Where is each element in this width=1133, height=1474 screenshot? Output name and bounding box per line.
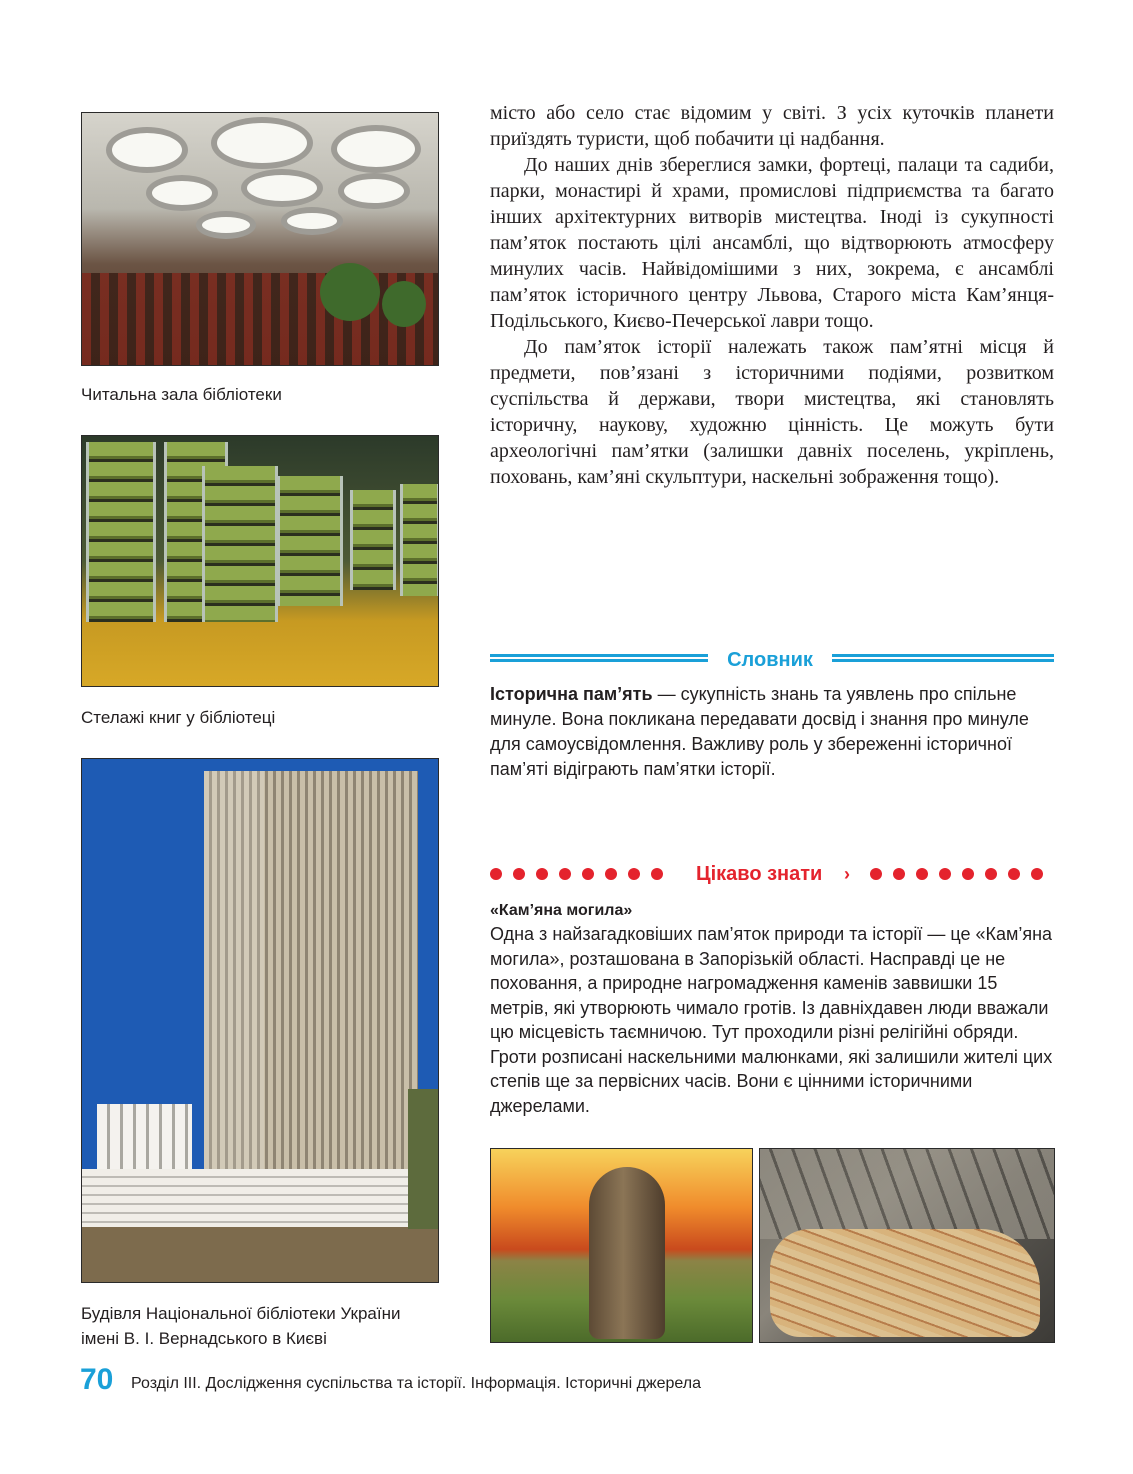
dictionary-rule-right [832, 654, 1054, 665]
interesting-facts-header [490, 860, 1054, 890]
dictionary-entry [490, 682, 1054, 782]
shelves-caption: Стелажі книг у бібліотеці [81, 708, 276, 727]
paragraph-3: До пам’яток історії належать також пам’ятні місця й предмети, пов’язані з історичними подіями, розвитком суспільства й держави, твори мистецтва, які становлять історичну, наукову, художню цінність. Це можуть бути археологічні пам’ятки (залишки давніх поселень, укріплень, поховань, кам’яні скульптури, наскельні зображення тощо). [490, 336, 1054, 488]
dictionary-title: Словник [727, 649, 813, 671]
dictionary-term: Історична пам’ять [490, 684, 653, 704]
book-shelves-photo [81, 435, 439, 687]
dictionary-rule-left [490, 654, 708, 665]
dictionary-header [490, 646, 1054, 674]
reading-hall-photo [81, 112, 439, 366]
rock-petroglyphs-photo [759, 1148, 1055, 1343]
page-number: 70 [80, 1363, 114, 1396]
reading-hall-caption: Читальна зала бібліотеки [81, 385, 282, 404]
dictionary-definition: — сукупність знань та уявлень про спільне минуле. Вона покликана передавати досвід і знання про минуле для самоусвідомлення. Важливу роль у збереженні історичної пам’яті відіграють пам’ятки історії. [490, 684, 1029, 779]
dots-left [490, 868, 663, 880]
fact-text: Одна з найзагадковіших пам’яток природи та історії — це «Кам’яна могила», розташована в Запорізькій області. Насправді це не поховання, а природне нагромадження каменів заввишки 15 метрів, які утворюють чимало гротів. Із давніхдавен люди вважали цю місцевість таємничою. Тут проходили різні релігійні обряди. Гроти розписані наскельними малюнками, які залишили жителі цих степів ще за первісних часів. Вони є цінними історичними джерелами. [490, 924, 1053, 1116]
chapter-title: Розділ ІІІ. Дослідження суспільства та історії. Інформація. Історичні джерела [131, 1375, 702, 1392]
stone-statue-photo [490, 1148, 753, 1343]
national-library-building-photo [81, 758, 439, 1283]
chevron-right-icon: › [844, 864, 850, 884]
building-caption-line1: Будівля Національної бібліотеки України [81, 1304, 401, 1323]
main-text [490, 100, 1054, 490]
dots-right [870, 868, 1043, 880]
paragraph-2: До наших днів збереглися замки, фортеці, палаци та садиби, парки, монастирі й храми, промислові підприємства та багато інших архітектурних витворів мистецтва. Іноді із сукупності пам’яток постають цілі ансамблі, що відтворюють атмосферу минулих часів. Найвідомішими з них, зокрема, є ансамблі пам’яток історичного центру Львова, Старого міста Кам’янця-Подільського, Києво-Печерської лаври тощо. [490, 154, 1054, 332]
fact-subtitle: «Кам’яна могила» [490, 902, 633, 919]
building-caption-line2: імені В. І. Вернадського в Києві [81, 1329, 327, 1348]
paragraph-1: місто або село стає відомим у світі. З усіх куточків планети приїздять туристи, щоб побачити ці надбання. [490, 102, 1054, 150]
interesting-facts-title: Цікаво знати [696, 863, 823, 885]
